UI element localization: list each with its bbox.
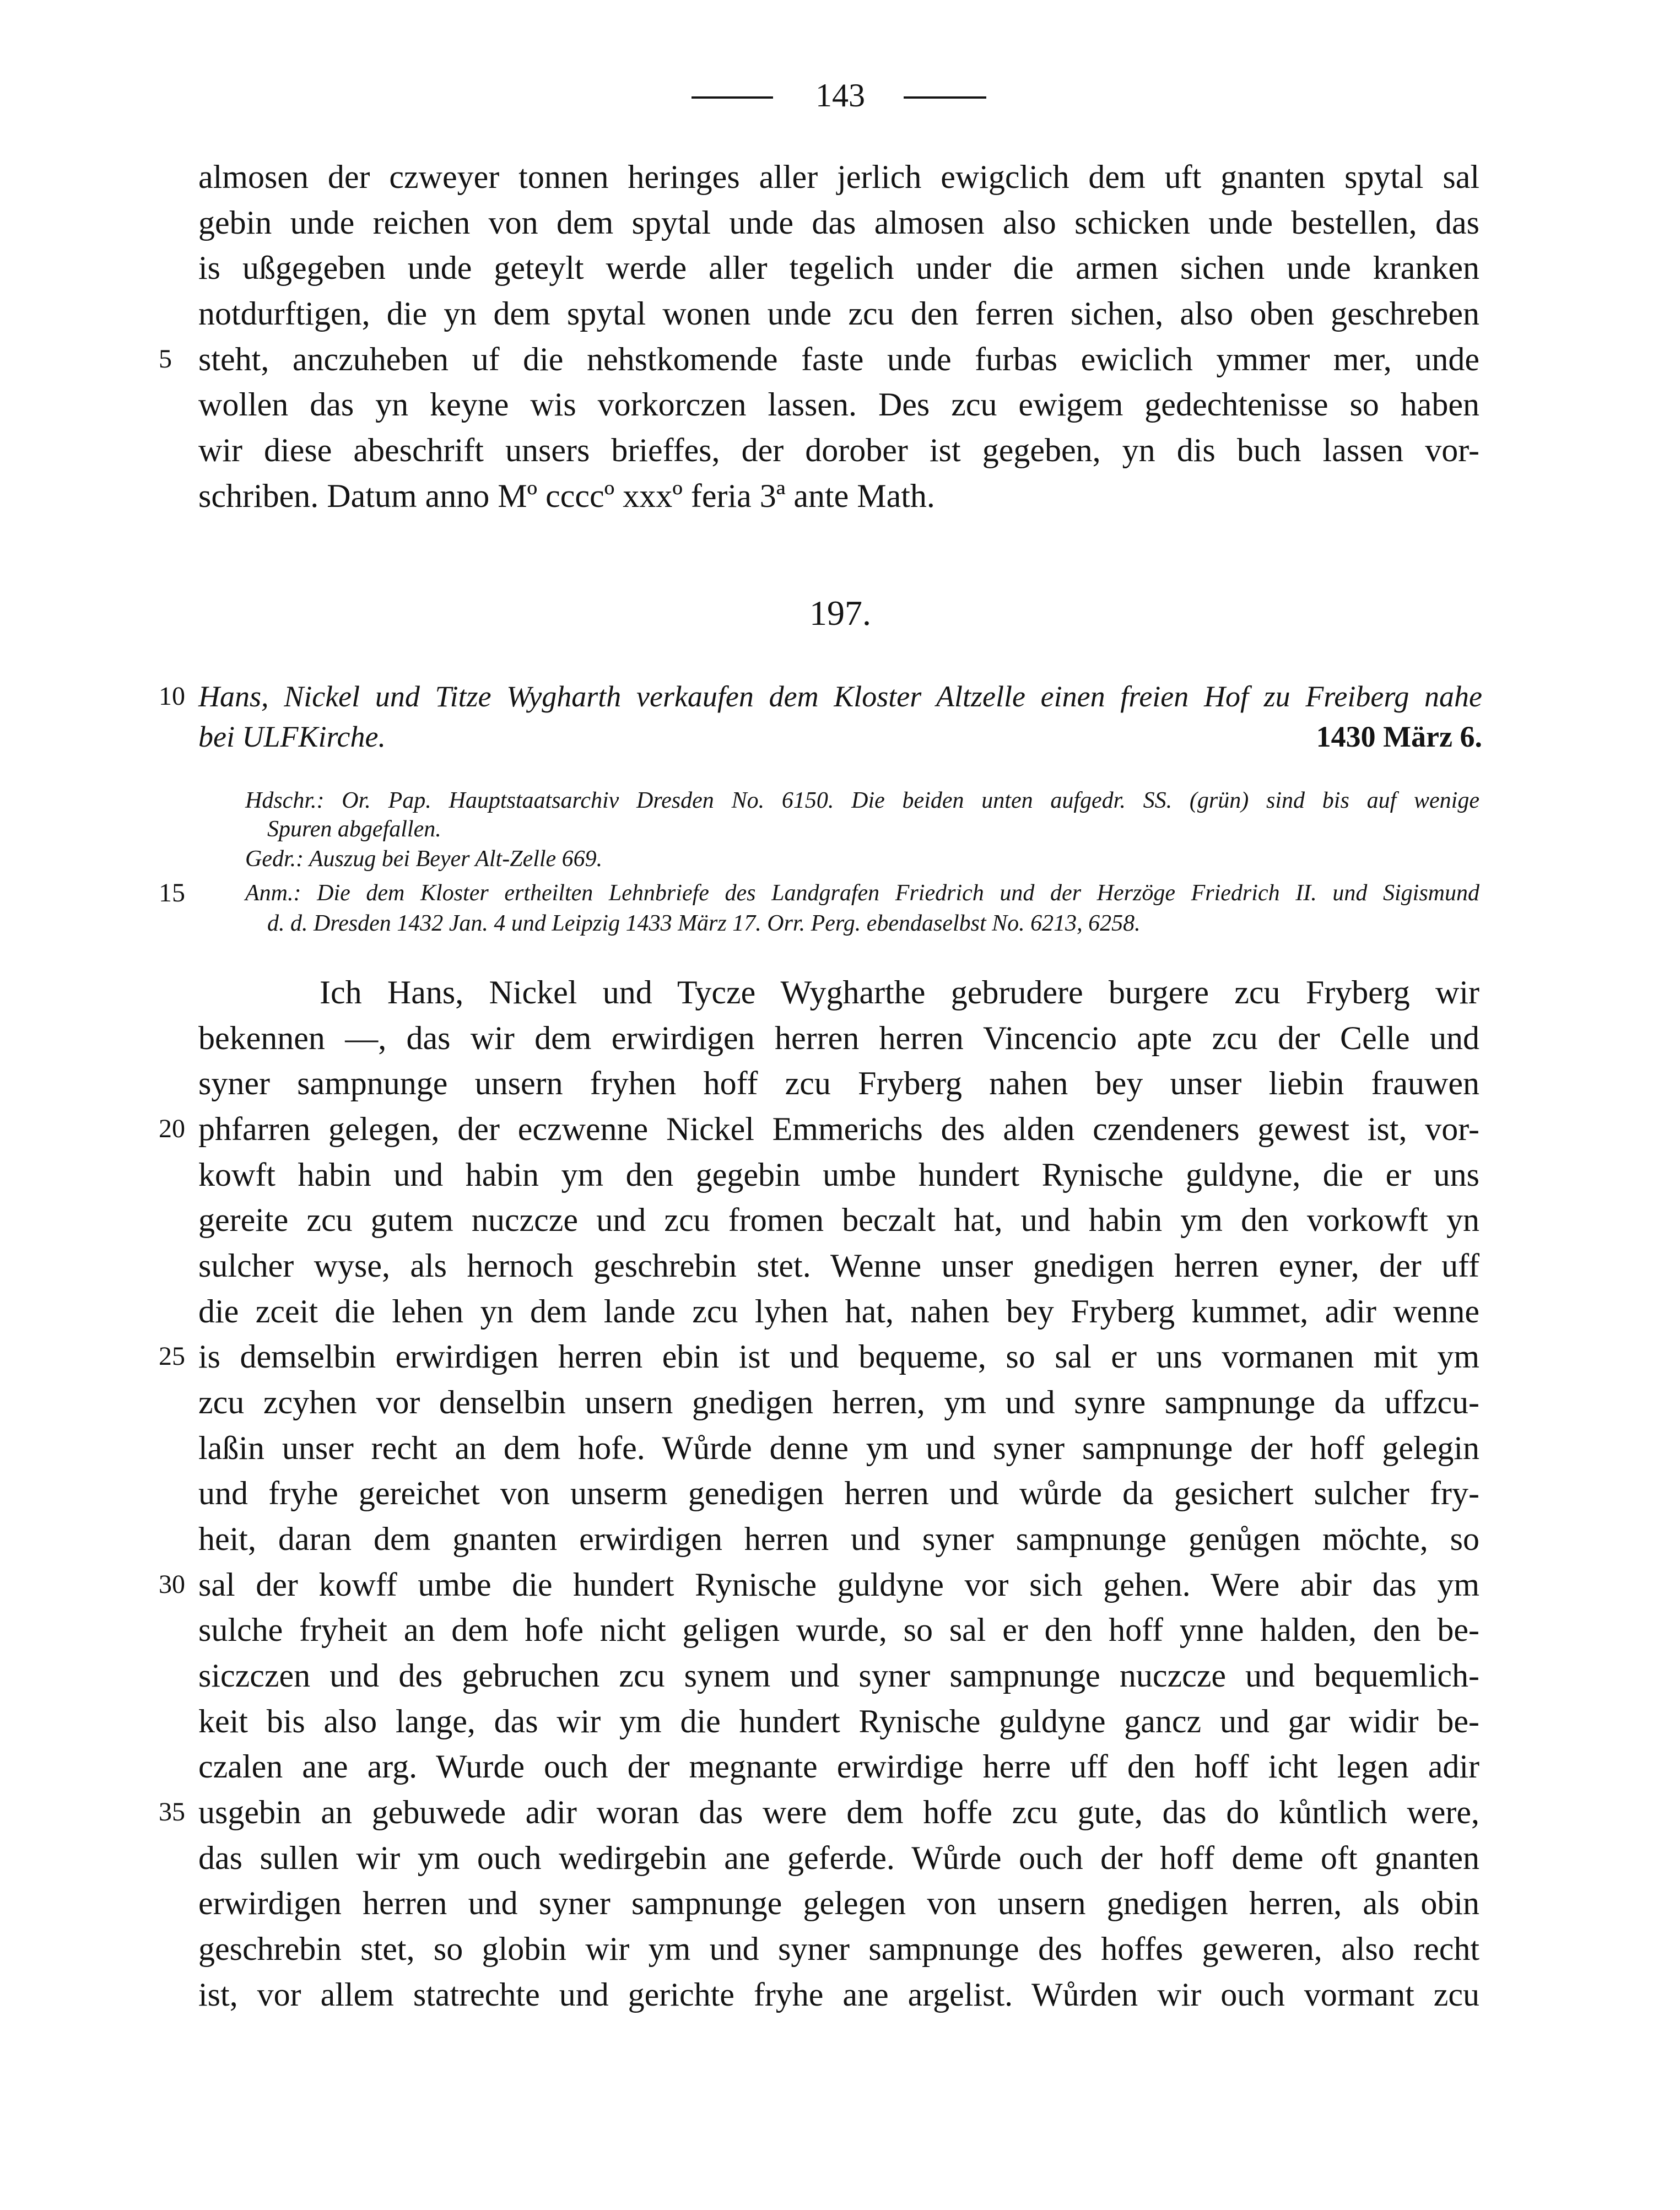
text-line: phfarren gelegen, der eczwenne Nickel Emmerichs des alden czendeners gewest ist, vor- xyxy=(198,1111,1479,1147)
note-text: d. d. Dresden 1432 Jan. 4 und Leipzig 1433 März 17. Orr. Perg. ebendaselbst No. 6213, 6258. xyxy=(267,911,1141,936)
page-header xyxy=(0,71,1680,120)
line-number: 5 xyxy=(159,344,172,374)
text-line: is demselbin erwirdigen herren ebin ist und bequeme, so sal er uns vormanen mit ym xyxy=(198,1338,1479,1375)
text-line: wollen das yn keyne wis vorkorczen lassen. Des zcu ewigem gedechtenisse so haben xyxy=(198,386,1479,423)
note-line xyxy=(245,876,1479,910)
text-line: usgebin an gebuwede adir woran das were dem hoffe zcu gute, das do kůntlich were, xyxy=(198,1794,1479,1830)
line-number: 20 xyxy=(159,1114,185,1143)
text-line: heit, daran dem gnanten erwirdigen herren und syner sampnunge genůgen möchte, so xyxy=(198,1521,1479,1557)
note-text: Or. Pap. Hauptstaatsarchiv Dresden No. 6150. Die beiden unten aufgedr. SS. (grün) sind bis auf wenige xyxy=(342,788,1479,813)
text-line: bekennen —, das wir dem erwirdigen herren herren Vincencio apte zcu der Celle und xyxy=(198,1020,1479,1056)
note-text: Die dem Kloster ertheilten Lehnbriefe des Landgrafen Friedrich und der Herzöge Friedrich II. und Sigismund xyxy=(317,880,1479,906)
text-line: kowft habin und habin ym den gegebin umbe hundert Rynische guldyne, die er uns xyxy=(198,1157,1479,1193)
text-line: almosen der czweyer tonnen heringes aller jerlich ewigclich dem uft gnanten spytal sal xyxy=(198,159,1479,195)
document-number: 197. xyxy=(809,593,871,633)
text-line: notdurftigen, die yn dem spytal wonen unde zcu den ferren sichen, also oben geschreben xyxy=(198,295,1479,332)
note-text: Spuren abgefallen. xyxy=(267,817,441,842)
text-line: sal der kowff umbe die hundert Rynische guldyne vor sich gehen. Were abir das ym xyxy=(198,1566,1479,1603)
note-text: Auszug bei Beyer Alt-Zelle 669. xyxy=(309,846,603,872)
text-line: syner sampnunge unsern fryhen hoff zcu Fryberg nahen bey unser liebin frauwen xyxy=(198,1065,1479,1101)
line-number: 10 xyxy=(159,682,185,711)
text-line: Ich Hans, Nickel und Tycze Wygharthe gebrudere burgere zcu Fryberg wir xyxy=(320,974,1479,1011)
text-line: die zceit die lehen yn dem lande zcu lyhen hat, nahen bey Fryberg kummet, adir wenne xyxy=(198,1293,1479,1330)
note-label: Gedr.: xyxy=(245,846,304,872)
note-label: Anm.: xyxy=(245,880,301,906)
text-line: das sullen wir ym ouch wedirgebin ane geferde. Wůrde ouch der hoff deme oft gnanten xyxy=(198,1840,1479,1876)
text-line: ist, vor allem statrechte und gerichte fryhe ane argelist. Wůrden wir ouch vormant zcu xyxy=(198,1976,1479,2013)
text-line: laßin unser recht an dem hofe. Wůrde denne ym und syner sampnunge der hoff gelegin xyxy=(198,1430,1479,1466)
text-line: siczczen und des gebruchen zcu synem und syner sampnunge nuczcze und bequemlich- xyxy=(198,1657,1479,1694)
line-number: 35 xyxy=(159,1797,185,1827)
text-line: keit bis also lange, das wir ym die hundert Rynische guldyne gancz und gar widir be- xyxy=(198,1703,1479,1739)
regest-text: bei ULFKirche. xyxy=(198,720,386,753)
text-line: wir diese abeschrift unsers brieffes, der dorober ist gegeben, yn dis buch lassen vor- xyxy=(198,432,1479,468)
header-rule-left xyxy=(692,96,773,99)
header-rule-right xyxy=(904,96,986,99)
regest-line-last xyxy=(198,715,1482,758)
text-line: sulcher wyse, als hernoch geschrebin stet. Wenne unser gnedigen herren eyner, der uff xyxy=(198,1247,1479,1284)
text-line: schriben. Datum anno Mº ccccº xxxº feria 3ª ante Math. xyxy=(198,478,935,514)
text-line: czalen ane arg. Wurde ouch der megnante erwirdige herre uff den hoff icht legen adir xyxy=(198,1748,1479,1785)
text-line: gebin unde reichen von dem spytal unde das almosen also schicken unde bestellen, das xyxy=(198,204,1479,241)
text-line: is ußgegeben unde geteylt werde aller tegelich under die armen sichen unde kranken xyxy=(198,250,1479,286)
text-line: steht, anczuheben uf die nehstkomende faste unde furbas ewiclich ymmer mer, unde xyxy=(198,341,1479,377)
text-line: zcu zcyhen vor denselbin unsern gnedigen herren, ym und synre sampnunge da uffzcu- xyxy=(198,1384,1479,1420)
text-line: gereite zcu gutem nuczcze und zcu fromen beczalt hat, und habin ym den vorkowft yn xyxy=(198,1202,1479,1238)
line-number: 30 xyxy=(159,1570,185,1599)
regest-line: Hans, Nickel und Titze Wygharth verkaufen dem Kloster Altzelle einen freien Hof zu Freiberg nahe xyxy=(198,680,1482,713)
text-line: geschrebin stet, so globin wir ym und syner sampnunge des hoffes geweren, also recht xyxy=(198,1931,1479,1967)
note-line xyxy=(267,812,1479,846)
text-line: erwirdigen herren und syner sampnunge gelegen von unsern gnedigen herren, als obin xyxy=(198,1885,1479,1921)
note-line xyxy=(245,842,1479,876)
text-line: sulche fryheit an dem hofe nicht geligen wurde, so sal er den hoff ynne halden, den be- xyxy=(198,1612,1479,1648)
note-line xyxy=(267,906,1479,941)
line-number: 25 xyxy=(159,1342,185,1371)
text-line: und fryhe gereichet von unserm genedigen herren und wůrde da gesichert sulcher fry- xyxy=(198,1475,1479,1511)
note-label: Hdschr.: xyxy=(245,788,325,813)
regest-date: 1430 März 6. xyxy=(1316,720,1482,753)
page-number: 143 xyxy=(815,77,865,114)
line-number: 15 xyxy=(159,878,185,907)
